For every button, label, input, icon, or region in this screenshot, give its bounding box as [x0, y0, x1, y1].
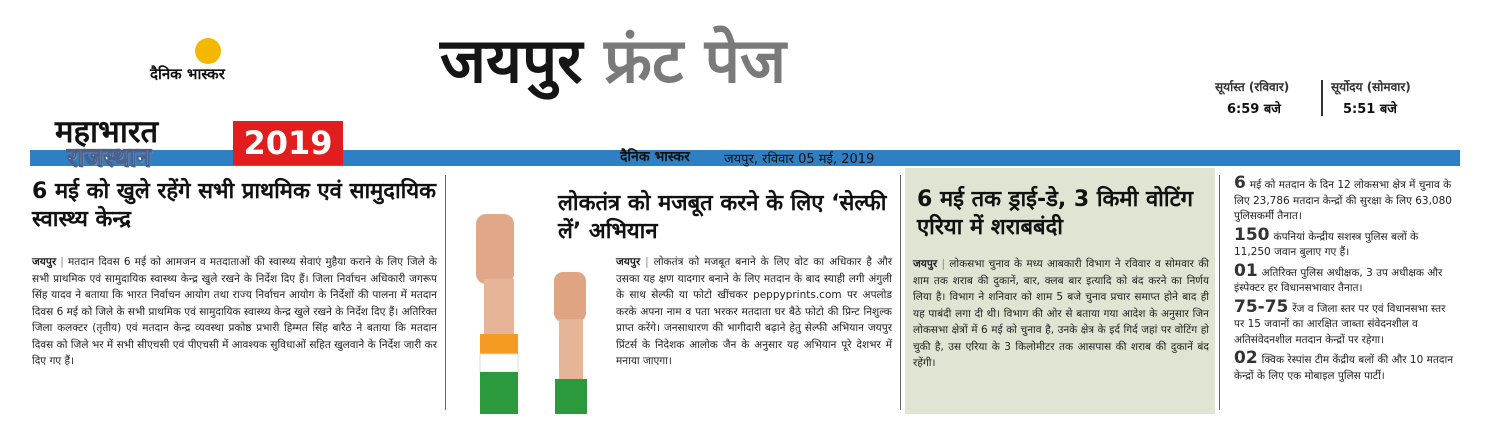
- fact-item: [1234, 296, 1456, 349]
- cuff-saffron: [480, 334, 518, 354]
- fact-text: मई को मतदान के दिन 12 लोकसभा क्षेत्र में चुनाव के लिए 23,786 मतदान केन्द्रों की सुरक्षा के लिए 63,080 पुलिसकर्मी तैनात।: [1234, 179, 1452, 222]
- facts-list: [1234, 173, 1456, 387]
- column-divider: [900, 175, 901, 410]
- arm-right: [559, 319, 583, 379]
- sunset-value: 6:59 बजे: [1227, 102, 1281, 117]
- story-selfie-campaign: [450, 168, 896, 414]
- sunrise-label: सूर्योदय (सोमवार): [1331, 80, 1411, 94]
- cuff-white: [480, 354, 518, 372]
- sunset-block: [1215, 78, 1289, 117]
- newspaper-logo: दैनिक भास्कर: [150, 65, 225, 83]
- fact-number: 75-75: [1234, 296, 1289, 317]
- fact-text: क्विक रेस्पांस टीम केंद्रीय बलों की और 10 मतदान केन्द्रों के लिए एक मोबाइल पुलिस पार्टी।: [1234, 354, 1454, 382]
- election-badge: [55, 114, 340, 173]
- sunset-label: सूर्यास्त (रविवार): [1215, 80, 1290, 94]
- story-dry-day: [905, 168, 1215, 414]
- fact-number: 02: [1234, 348, 1258, 368]
- story-dateline: जयपुर |: [913, 258, 949, 270]
- fist-right-hand: [554, 272, 586, 322]
- security-facts: [1222, 168, 1460, 414]
- cuff-green: [480, 372, 518, 414]
- strip-paper-name: दैनिक भास्कर: [620, 149, 690, 165]
- sunrise-value: 5:51 बजे: [1343, 102, 1397, 117]
- sun-logo-icon: [195, 38, 221, 64]
- fist-left-hand: [476, 214, 514, 284]
- story-dateline: जयपुर |: [616, 256, 654, 268]
- title-page: फ्रंट पेज: [604, 24, 786, 97]
- column-divider: [1219, 175, 1220, 410]
- story-headline: 6 मई तक ड्राई-डे, 3 किमी वोटिंग एरिया में शराबबंदी: [917, 187, 1194, 240]
- story-dateline: जयपुर |: [32, 256, 68, 268]
- story-body: [913, 256, 1209, 372]
- fact-text: अतिरिक्त पुलिस अधीक्षक, 3 उप अधीक्षक और इंस्पेक्टर हर विधानसभावार तैनात।: [1234, 266, 1443, 294]
- fact-item: [1234, 260, 1456, 297]
- fact-number: 01: [1234, 260, 1258, 281]
- fact-text: कंपनियां केन्द्रीय सशस्त्र पुलिस बलों के 11,250 जवान बुलाए गए हैं।: [1234, 230, 1419, 258]
- fact-item: [1234, 173, 1456, 225]
- page-title: [440, 24, 786, 97]
- badge-line1: महाभारत: [55, 114, 159, 150]
- title-city: जयपुर: [440, 24, 583, 97]
- story-headline: 6 मई को खुले रहेंगे सभी प्राथमिक एवं सामुदायिक स्वास्थ्य केन्द्र: [32, 179, 437, 232]
- fact-number: 6: [1234, 173, 1246, 193]
- fact-item: [1234, 348, 1456, 384]
- story-body: [616, 254, 892, 370]
- story-headline: लोकतंत्र को मजबूत करने के लिए ‘सेल्फी लें’ अभियान: [558, 191, 887, 244]
- badge-line2: राजस्थान: [67, 143, 152, 173]
- fact-number: 150: [1234, 224, 1270, 245]
- story-body: [32, 254, 437, 370]
- fact-item: [1234, 224, 1456, 261]
- sun-divider: [1321, 80, 1323, 116]
- story-text: लोकसभा चुनाव के मध्य आबकारी विभाग ने रविवार व सोमवार की शाम तक शराब की दुकानें, बार, क्लब बार इत्यादि को बंद करने का निर्णय लिया है। विभाग ने शनिवार को शाम 5 बजे चुनाव प्रचार समाप्त होने बाद ही यह पाबंदी लगा दी थी। विभाग की ओर से बताया गया आदेश के अनुसार जिन लोकसभा क्षेत्रों में 6 मई को चुनाव है, उनके क्षेत्र के इर्द गिर्द जहां पर वोटिंग हो चुकी है, उस एरिया के 3 किलोमीटर तक आसपास की शराब की दुकानें बंद रहेंगी।: [913, 258, 1209, 369]
- fact-text: रेंज व जिला स्तर पर एवं विधानसभा स्तर पर 15 जवानों का आरक्षित जाब्ता संवेदनशील व अतिसंवेदनशील मतदान केन्द्रों पर रहेगा।: [1234, 302, 1446, 346]
- story-text: मतदान दिवस 6 मई को आमजन व मतदाताओं की स्वास्थ्य सेवाएं मुहैया कराने के लिए जिले के सभी प्राथमिक एवं सामुदायिक स्वास्थ्य केन्द्र खुले रखने के निर्देश दिए हैं। जिला निर्वाचन अधिकारी जगरूप सिंह यादव ने बताया कि भारत निर्वाचन आयोग तथा राज्य निर्वाचन आयोग के निर्देशों की पालना में मतदान दिवस 6 मई को जिले के सभी प्राथमिक एवं सामुदायिक स्वास्थ्य केन्द्र खुले रखने के निर्देश दिए हैं। अतिरिक्त जिला कलक्टर (तृतीय) एवं मतदान केन्द्र व्यवस्था प्रकोष्ठ प्रभारी हिम्मत सिंह बारैठ ने बताया कि मतदान दिवस को जिले भर में सभी सीएचसी एवं पीएचसी में आवश्यक सुविधाओं सहित खुलवाने के निर्देश जारी कर दिए गए हैं।: [32, 256, 437, 367]
- sun-times: [1215, 78, 1475, 118]
- strip-dateline: जयपुर, रविवार 05 मई, 2019: [724, 152, 875, 167]
- badge-year: 2019: [233, 121, 343, 165]
- column-divider: [445, 175, 446, 410]
- story-health-centres: [30, 168, 441, 414]
- cuff-right-green: [555, 379, 587, 414]
- story-text: लोकतंत्र को मजबूत बनाने के लिए वोट का अधिकार है और उसका यह क्षण यादगार बनाने के लिए मतदान के बाद स्याही लगी अंगुली के साथ सेल्फी या फोटो खींचकर peppyprints.com पर अपलोड करके अपना नाम व पता भरकर मतदाता घर बैठे फोटो की प्रिन्ट निशुल्क प्राप्त करेंगे। जनसाधारण की भागीदारी बढ़ाने हेतु सेल्फी अभियान जयपुर प्रिंटर्स के निदेशक आलोक जैन के अनुसार यह अभियान पूरे देशभर में मनाया जाएगा।: [616, 256, 892, 367]
- sunrise-block: [1331, 78, 1411, 117]
